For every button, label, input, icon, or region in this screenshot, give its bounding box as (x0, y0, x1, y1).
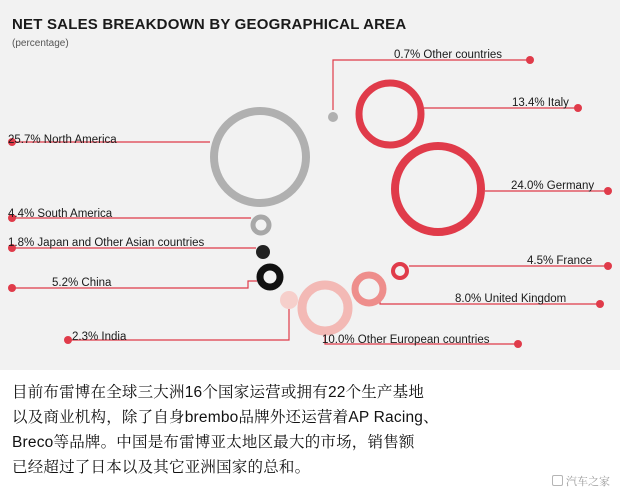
bubble-south-america (253, 217, 269, 233)
label-other-european-countries: 10.0% Other European countries (322, 334, 490, 346)
watermark (552, 473, 610, 489)
bubble-france (393, 264, 407, 278)
watermark-text: 汽车之家 (566, 476, 610, 488)
label-united-kingdom: 8.0% United Kingdom (455, 293, 567, 305)
label-india: 2.3% India (72, 331, 127, 343)
bubble-japan-asia (256, 245, 270, 259)
bubble-other-european-countries (302, 285, 348, 331)
label-japan-asia: 1.8% Japan and Other Asian countries (8, 237, 205, 249)
chart-title: NET SALES BREAKDOWN BY GEOGRAPHICAL AREA (12, 16, 407, 33)
bubble-india (280, 291, 298, 309)
bubble-other-countries (328, 112, 338, 122)
label-france: 4.5% France (527, 255, 593, 267)
bubble-united-kingdom (355, 275, 383, 303)
bubble-north-america (214, 111, 306, 203)
chart-subtitle: (percentage) (12, 38, 69, 49)
label-china: 5.2% China (52, 277, 112, 289)
label-germany: 24.0% Germany (511, 180, 595, 192)
watermark-logo-icon (552, 475, 563, 486)
bubble-germany (395, 146, 481, 232)
caption-line-2: 以及商业机构，除了自身brembo品牌外还运营着AP Racing、 (12, 409, 439, 426)
caption-line-4: 已经超过了日本以及其它亚洲国家的总和。 (12, 459, 311, 476)
label-south-america: 4.4% South America (8, 208, 113, 220)
label-north-america: 25.7% North America (8, 134, 117, 146)
label-other-countries: 0.7% Other countries (394, 49, 503, 61)
caption-line-1: 目前布雷博在全球三大洲16个国家运营或拥有22个生产基地 (12, 384, 425, 401)
caption-block (0, 370, 620, 495)
label-italy: 13.4% Italy (512, 97, 569, 109)
bubble-china (260, 267, 280, 287)
caption-line-3: Breco等品牌。中国是布雷博亚太地区最大的市场，销售额 (12, 434, 415, 451)
bubble-italy (359, 83, 421, 145)
